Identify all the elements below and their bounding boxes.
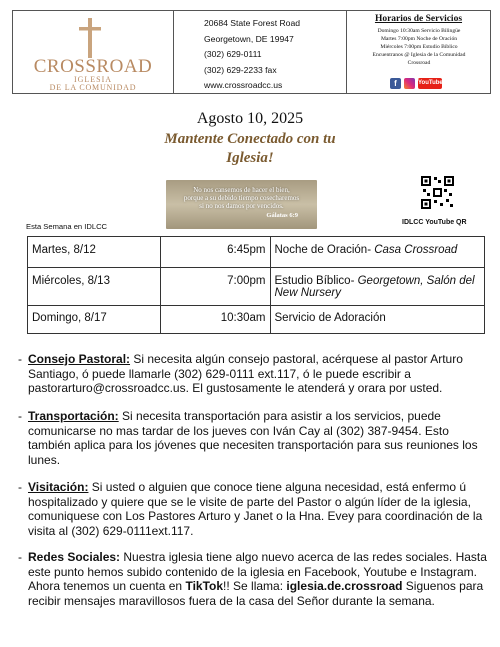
schedule-lines [350,27,488,67]
week-label: Esta Semana en IDLCC [26,222,108,231]
social-handle: iglesia.de.crossroad [286,579,403,593]
tiktok-label: TikTok [185,579,224,593]
bulletin-subtitle [150,130,350,168]
schedule-line: Domingo 10:30am Servicio Bilingüe [377,28,461,34]
qr-code-icon[interactable] [420,175,455,210]
contact-fax: (302) 629-2233 fax [204,64,277,75]
announcement-heading: Transportación: [28,409,119,423]
table-row [28,268,485,306]
youtube-icon[interactable]: YouTube [418,78,442,89]
schedule-line: Miércoles 7:00pm Estudio Bíblico [380,44,458,50]
facebook-icon[interactable]: f [390,78,401,89]
bulletin-date: Agosto 10, 2025 [196,110,304,127]
verse-line-2: porque a su debido tiempo cosecharemos [183,194,300,202]
event-name: Servicio de Adoración [270,306,485,334]
verse-line-1: No nos cansemos de hacer el bien, [193,186,290,194]
qr-label: IDLCC YouTube QR [402,219,467,226]
verse-line-3: si no nos damos por vencidos. [199,202,284,210]
schedule-line: Encuentranos @ Iglesia de la Comunidad [372,52,466,58]
cross-icon [76,18,104,58]
schedule-title: Horarios de Servicios [374,14,463,24]
bullet-dash: - [18,480,22,494]
logo-subtitle-2: DE LA COMUNIDAD [49,83,137,92]
verse-reference: Gálatas 6:9 [266,212,298,219]
contact-city: Georgetown, DE 19947 [204,33,294,44]
events-table [27,236,485,334]
event-name: Estudio Bíblico- Georgetown, Salón del New Nursery [270,268,485,306]
bullet-dash: - [18,409,22,423]
event-time: 6:45pm [160,237,270,268]
bullet-dash: - [18,352,22,366]
event-time: 10:30am [160,306,270,334]
announcement-transport [18,409,488,467]
bullet-dash: - [18,550,22,564]
event-name: Noche de Oración- Casa Crossroad [270,237,485,268]
announcement-heading: Visitación: [28,480,89,494]
announcement-pastoral [18,352,488,396]
announcement-text: Si necesita algún consejo pastoral, acérquese al pastor Arturo Santiago, ó puede llamarle (302) 629-0111 ext.117, ó le puede escribir a pastorarturo@crossroadcc.us. El gustosamente le atenderá y orara por usted. [28,352,463,395]
table-row [28,306,485,334]
contact-website[interactable]: www.crossroadcc.us [204,80,283,90]
event-day: Domingo, 8/17 [28,306,161,334]
contact-info [204,16,300,94]
schedule-line: Crossroad [407,60,431,66]
subtitle-line-2: Iglesia! [226,150,274,166]
social-icons [390,77,442,89]
announcement-text: Nuestra iglesia tiene algo nuevo acerca de las redes sociales. Hasta este punto hemos subido contenido de la iglesia en Facebook, Youtube e Instagram. Ahora tenemos un cuenta en [28,550,487,593]
schedule-line: Martes 7:00pm Noche de Oración [380,36,458,42]
instagram-icon[interactable] [404,78,415,89]
announcement-text: Siguenos para recibir mensajes maravillosos fuera de la casa del Señor durante la semana. [28,579,484,608]
announcement-text: Si usted o alguien que conoce tiene alguna necesidad, está enfermo ú hospitalizado y quiere que se le visite de parte del Pastor o algún líder de la iglesia, comuniquese con Los Pastores Arturo y Janet o la Hna. Evey para coordinación de la visita al (302) 629-0111ext.117. [28,480,483,538]
contact-street: 20684 State Forest Road [204,18,301,28]
contact-phone: (302) 629-0111 [204,49,262,59]
verse-text [166,186,317,210]
event-day: Martes, 8/12 [28,237,161,268]
announcement-visits [18,480,488,538]
event-time: 7:00pm [160,268,270,306]
announcement-text: !! Se llama: [223,579,287,593]
logo-subtitle-1: IGLESIA [73,75,113,84]
announcement-social [18,550,488,608]
logo-wordmark: CROSSROAD [33,56,153,77]
table-row [28,237,485,268]
announcement-heading: Redes Sociales: [28,550,121,564]
subtitle-line-1: Mantente Conectado con tu [164,131,336,147]
announcement-heading: Consejo Pastoral: [28,352,131,366]
event-day: Miércoles, 8/13 [28,268,161,306]
announcement-text: Si necesita transportación para asistir a los servicios, puede comunicarse no mas tardar de los jueves con Iván Cay al (302) 387-9454. Esto también aplica para los jóvenes que necesiten transportación para sus reuniones los lunes. [28,409,478,467]
